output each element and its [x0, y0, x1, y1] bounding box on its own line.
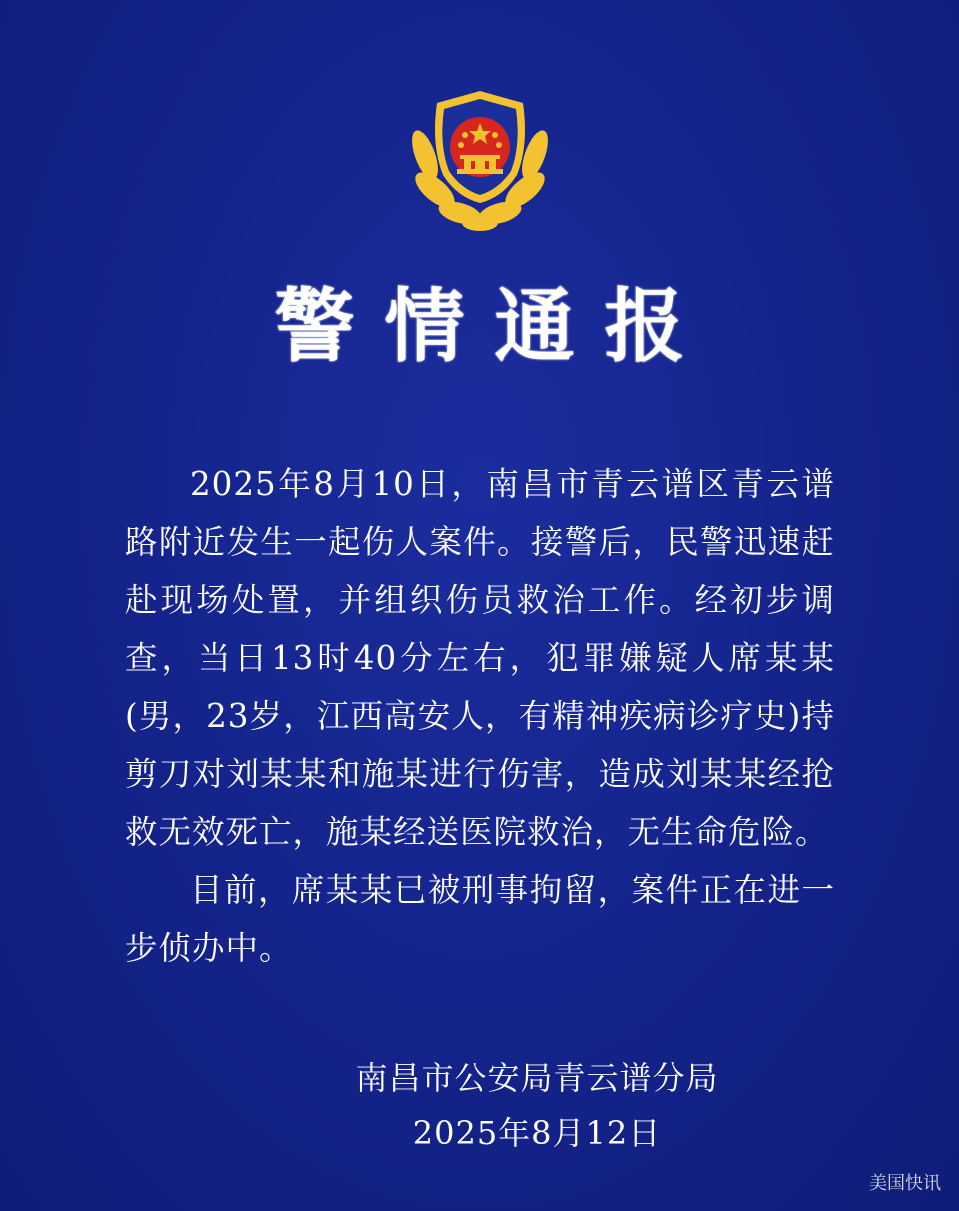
- issuing-organization: 南昌市公安局青云谱分局: [355, 1059, 719, 1097]
- notice-body: [125, 455, 835, 977]
- watermark: 美国快讯: [869, 1173, 941, 1194]
- police-emblem-icon: [405, 85, 555, 235]
- page-title: 警情通报: [274, 280, 715, 373]
- issue-date: 2025年8月12日: [412, 1114, 662, 1152]
- paragraph-incident: 2025年8月10日，南昌市青云谱区青云谱路附近发生一起伤人案件。接警后，民警迅速赶赴现场处置，并组织伤员救治工作。经初步调查，当日13时40分左右，犯罪嫌疑人席某某(男，23岁，江西高安人，有精神疾病诊疗史)持剪刀对刘某某和施某进行伤害，造成刘某某经抢救无效死亡，施某经送医院救治，无生命危险。: [125, 465, 835, 851]
- paragraph-status: 目前，席某某已被刑事拘留，案件正在进一步侦办中。: [125, 871, 835, 967]
